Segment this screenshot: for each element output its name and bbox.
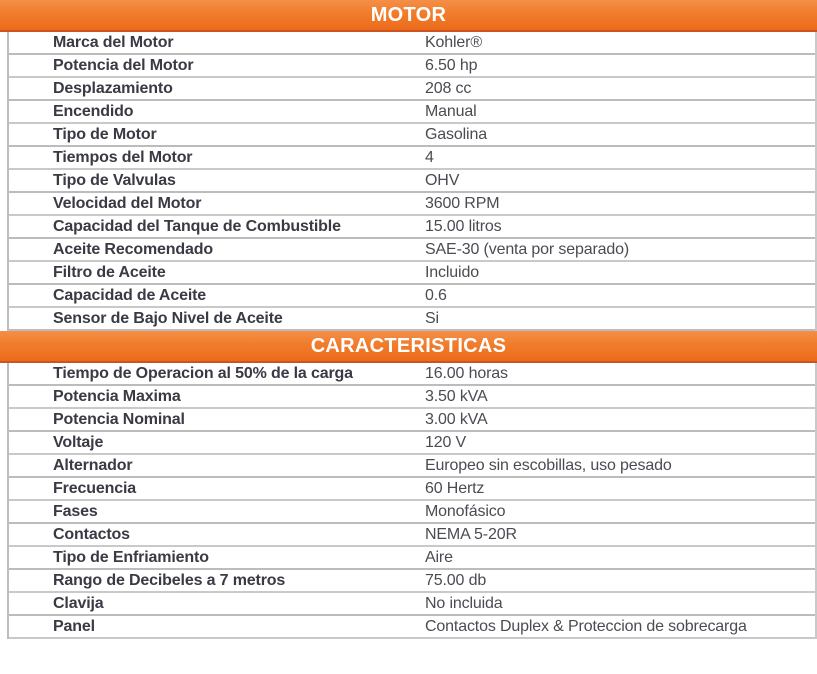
spec-label (9, 593, 425, 614)
spec-label-text: Capacidad del Tanque de Combustible (53, 218, 341, 235)
spec-value (425, 616, 815, 637)
spec-value (425, 124, 815, 145)
spec-value-text: 0.6 (425, 287, 447, 304)
spec-value-text: Si (425, 310, 439, 327)
spec-value (425, 455, 815, 476)
spec-value-text: 60 Hertz (425, 480, 485, 497)
section-body (7, 32, 817, 331)
spec-label-text: Tiempos del Motor (53, 149, 193, 166)
section-header (0, 0, 817, 32)
spec-value (425, 478, 815, 499)
spec-row (9, 147, 815, 170)
spec-label-text: Desplazamiento (53, 80, 173, 97)
spec-label (9, 170, 425, 191)
spec-value (425, 386, 815, 407)
spec-label-text: Potencia Maxima (53, 388, 181, 405)
spec-label-text: Velocidad del Motor (53, 195, 202, 212)
spec-value-text: 120 V (425, 434, 467, 451)
spec-value-text: Contactos Duplex & Proteccion de sobrecarga (425, 618, 747, 635)
spec-value (425, 501, 815, 522)
section-header (0, 331, 817, 363)
spec-value-text: Incluido (425, 264, 479, 281)
spec-value-text: 208 cc (425, 80, 472, 97)
spec-label-text: Filtro de Aceite (53, 264, 166, 281)
spec-row (9, 101, 815, 124)
spec-row (9, 524, 815, 547)
spec-value (425, 78, 815, 99)
spec-row (9, 285, 815, 308)
spec-label (9, 78, 425, 99)
spec-label (9, 216, 425, 237)
spec-label (9, 409, 425, 430)
spec-value (425, 363, 815, 384)
spec-value (425, 147, 815, 168)
spec-value-text: OHV (425, 172, 460, 189)
spec-label-text: Voltaje (53, 434, 104, 451)
spec-label-text: Marca del Motor (53, 34, 174, 51)
section-title: MOTOR (370, 3, 447, 26)
spec-label (9, 285, 425, 306)
spec-label-text: Clavija (53, 595, 104, 612)
spec-label (9, 524, 425, 545)
spec-label (9, 239, 425, 260)
spec-value-text: No incluida (425, 595, 503, 612)
spec-value (425, 262, 815, 283)
spec-value (425, 32, 815, 53)
spec-value (425, 409, 815, 430)
spec-label-text: Fases (53, 503, 98, 520)
spec-value-text: 6.50 hp (425, 57, 478, 74)
spec-value (425, 239, 815, 260)
spec-row (9, 32, 815, 55)
spec-value-text: NEMA 5-20R (425, 526, 517, 543)
spec-label-text: Tipo de Motor (53, 126, 157, 143)
spec-value-text: 16.00 horas (425, 365, 508, 382)
spec-value-text: 15.00 litros (425, 218, 502, 235)
spec-row (9, 386, 815, 409)
spec-value-text: 4 (425, 149, 434, 166)
spec-row (9, 78, 815, 101)
spec-label-text: Capacidad de Aceite (53, 287, 207, 304)
spec-value (425, 308, 815, 329)
spec-value-text: 3600 RPM (425, 195, 500, 212)
spec-label-text: Aceite Recomendado (53, 241, 214, 258)
spec-label (9, 455, 425, 476)
spec-label-text: Potencia del Motor (53, 57, 194, 74)
spec-label-text: Tiempo de Operacion al 50% de la carga (53, 365, 353, 382)
spec-value (425, 101, 815, 122)
spec-row (9, 432, 815, 455)
spec-value-text: Manual (425, 103, 477, 120)
section-title: CARACTERISTICAS (310, 334, 507, 357)
spec-value-text: Aire (425, 549, 453, 566)
spec-value-text: Kohler® (425, 34, 482, 51)
spec-value-text: 75.00 db (425, 572, 487, 589)
spec-value (425, 193, 815, 214)
spec-label-text: Frecuencia (53, 480, 136, 497)
spec-label (9, 386, 425, 407)
spec-label (9, 478, 425, 499)
spec-label-text: Alternador (53, 457, 133, 474)
spec-row (9, 455, 815, 478)
spec-row (9, 124, 815, 147)
spec-label (9, 32, 425, 53)
spec-label-text: Potencia Nominal (53, 411, 185, 428)
spec-row (9, 616, 815, 639)
spec-value-text: SAE-30 (venta por separado) (425, 241, 630, 258)
spec-value (425, 524, 815, 545)
spec-row (9, 55, 815, 78)
spec-row (9, 478, 815, 501)
spec-value-text: 3.00 kVA (425, 411, 488, 428)
spec-label-text: Encendido (53, 103, 134, 120)
spec-value (425, 547, 815, 568)
spec-row (9, 547, 815, 570)
spec-row (9, 363, 815, 386)
spec-row (9, 308, 815, 331)
spec-label (9, 501, 425, 522)
spec-label (9, 616, 425, 637)
spec-label-text: Contactos (53, 526, 130, 543)
spec-value-text: Gasolina (425, 126, 487, 143)
spec-label (9, 262, 425, 283)
spec-row (9, 501, 815, 524)
spec-value-text: Monofásico (425, 503, 506, 520)
spec-label-text: Sensor de Bajo Nivel de Aceite (53, 310, 283, 327)
spec-label-text: Tipo de Valvulas (53, 172, 176, 189)
spec-row (9, 262, 815, 285)
spec-row (9, 409, 815, 432)
spec-label (9, 363, 425, 384)
spec-label (9, 124, 425, 145)
spec-label (9, 147, 425, 168)
spec-value-text: 3.50 kVA (425, 388, 488, 405)
spec-value (425, 593, 815, 614)
spec-label (9, 432, 425, 453)
spec-value (425, 170, 815, 191)
spec-label (9, 55, 425, 76)
spec-label (9, 308, 425, 329)
spec-value (425, 570, 815, 591)
spec-label (9, 193, 425, 214)
spec-label-text: Tipo de Enfriamiento (53, 549, 209, 566)
spec-value (425, 216, 815, 237)
spec-section (0, 331, 817, 639)
spec-label (9, 547, 425, 568)
spec-value (425, 285, 815, 306)
spec-row (9, 170, 815, 193)
section-body (7, 363, 817, 639)
spec-label-text: Rango de Decibeles a 7 metros (53, 572, 286, 589)
spec-row (9, 193, 815, 216)
spec-row (9, 239, 815, 262)
spec-value (425, 432, 815, 453)
spec-label-text: Panel (53, 618, 95, 635)
spec-section (0, 0, 817, 331)
spec-value-text: Europeo sin escobillas, uso pesado (425, 457, 672, 474)
spec-row (9, 593, 815, 616)
spec-label (9, 101, 425, 122)
spec-value (425, 55, 815, 76)
spec-row (9, 570, 815, 593)
spec-row (9, 216, 815, 239)
spec-label (9, 570, 425, 591)
